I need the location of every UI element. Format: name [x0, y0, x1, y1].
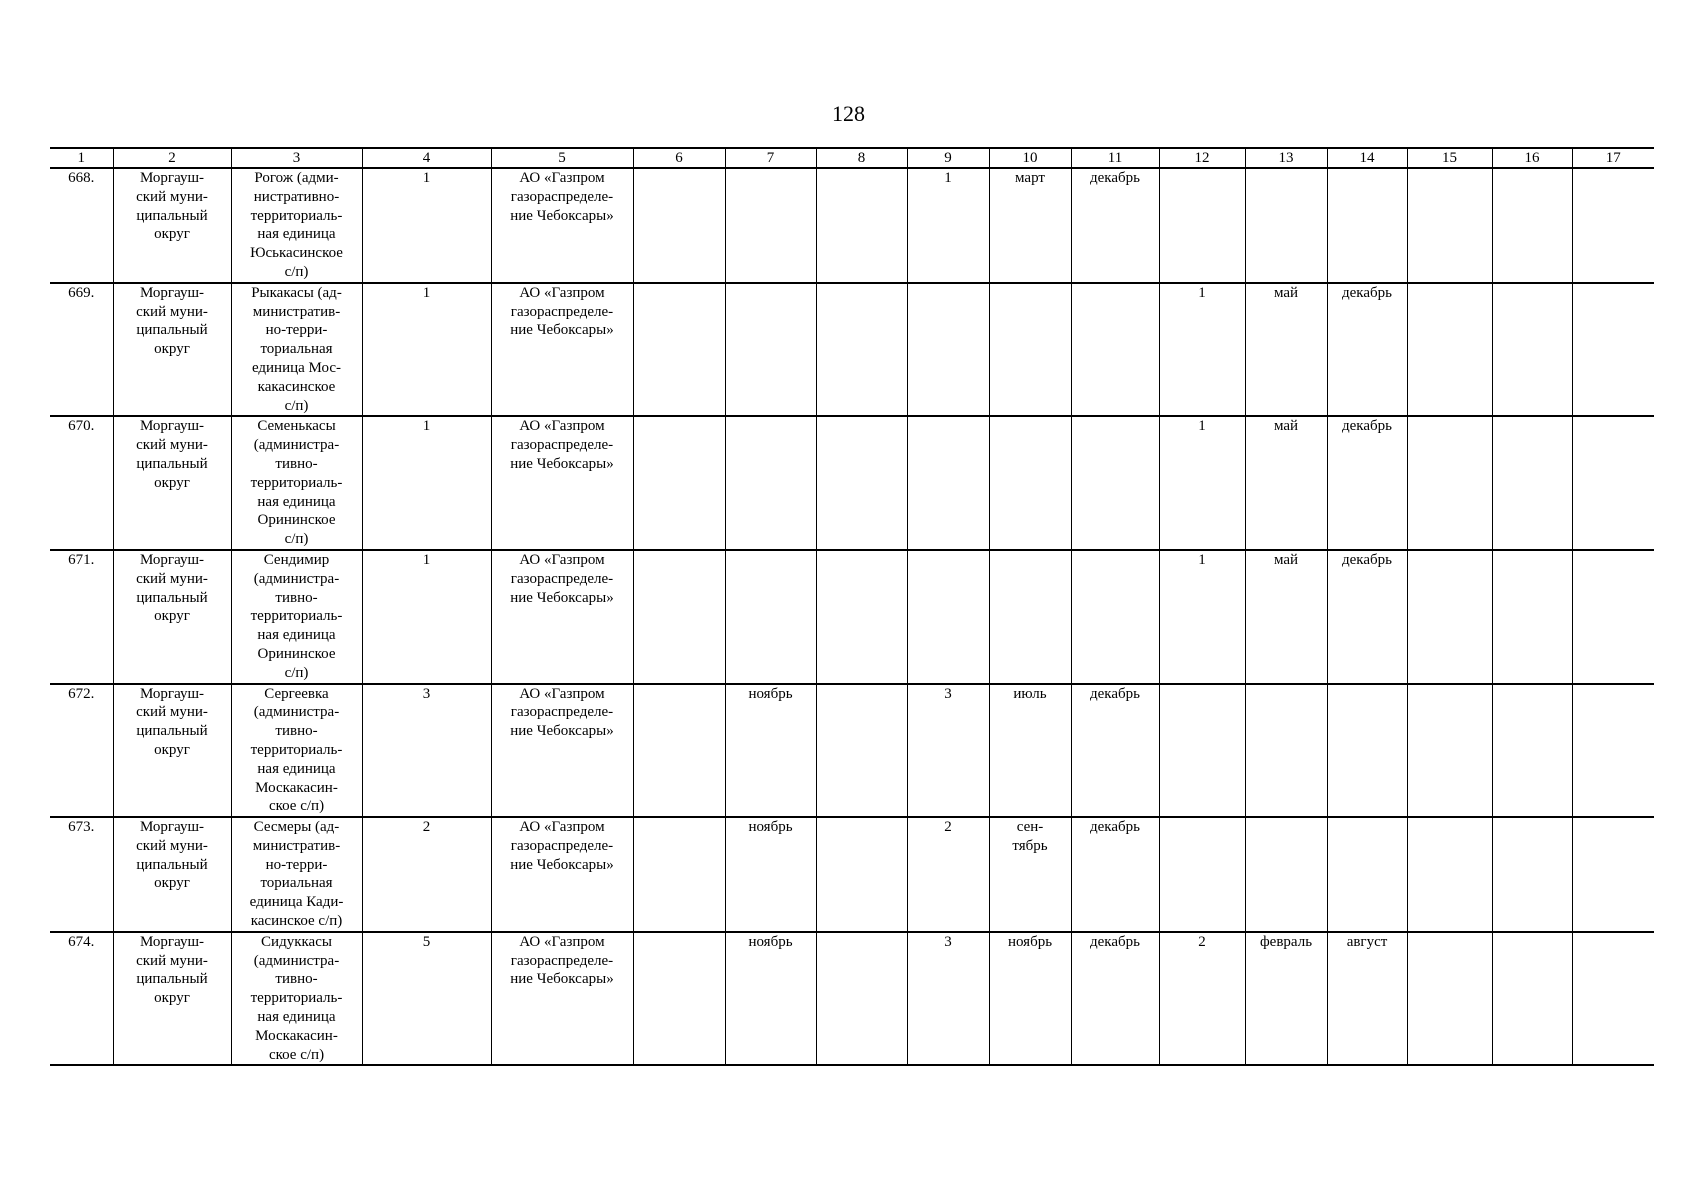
organization-line: АО «Газпром — [519, 418, 605, 435]
column-number: 3 — [231, 148, 362, 168]
col17-cell — [1572, 416, 1654, 550]
row-number-value: 670. — [68, 418, 95, 435]
count-cell — [362, 283, 491, 417]
row-number-cell — [50, 168, 113, 283]
col10-start-month-line: тябрь — [1012, 837, 1048, 854]
settlement-cell — [231, 168, 362, 283]
col14-end-month-value: декабрь — [1342, 418, 1392, 435]
col15-cell — [1407, 550, 1492, 684]
count-cell — [362, 168, 491, 283]
district-line: ский муни- — [136, 437, 208, 454]
column-number: 7 — [725, 148, 816, 168]
row-number-value: 674. — [68, 933, 95, 950]
row-number-cell — [50, 932, 113, 1066]
organization-line: ние Чебоксары» — [510, 207, 614, 224]
settlement-line: территориаль- — [250, 741, 343, 758]
settlement-line: с/п) — [284, 397, 309, 414]
organization-line: АО «Газпром — [519, 819, 605, 836]
col10-start-month-line: март — [1015, 170, 1045, 186]
organization-line: АО «Газпром — [519, 284, 605, 301]
page-number: 128 — [832, 101, 865, 126]
settlement-line: ная единица — [257, 226, 336, 243]
col13-start-month-cell — [1245, 416, 1327, 550]
settlement-line: Сесмеры (ад- — [253, 819, 340, 836]
col14-end-month-cell — [1327, 283, 1407, 417]
organization-line: ние Чебоксары» — [510, 971, 614, 988]
col8-cell — [816, 550, 907, 684]
organization-line: газораспределе- — [510, 570, 614, 587]
col9-count-cell — [907, 416, 989, 550]
col9-count-cell — [907, 684, 989, 818]
row-number-cell — [50, 817, 113, 932]
col15-cell — [1407, 932, 1492, 1066]
col8-cell — [816, 416, 907, 550]
col9-count-cell — [907, 932, 989, 1066]
settlement-line: единица Кади- — [249, 894, 344, 911]
column-number: 17 — [1572, 148, 1654, 168]
col13-start-month-value: май — [1273, 418, 1299, 435]
settlement-line: (администра- — [253, 952, 340, 969]
settlement-line: ториальная — [260, 341, 333, 358]
settlement-line: тивно- — [275, 589, 318, 606]
settlement-line: Рыкакасы (ад- — [251, 284, 342, 301]
col11-end-month-value: декабрь — [1090, 685, 1140, 702]
col14-end-month-cell — [1327, 168, 1407, 283]
settlement-line: но-терри- — [265, 322, 328, 339]
col13-start-month-cell — [1245, 817, 1327, 932]
count-cell — [362, 416, 491, 550]
district-line: ский муни- — [136, 303, 208, 320]
settlement-line: тивно- — [275, 971, 318, 988]
col13-start-month-cell — [1245, 550, 1327, 684]
settlement-line: территориаль- — [250, 474, 343, 491]
count-value: 2 — [422, 819, 431, 836]
column-number: 15 — [1407, 148, 1492, 168]
settlement-line: Сидуккасы — [261, 933, 332, 950]
col14-end-month-cell — [1327, 550, 1407, 684]
district-line: ципальный — [136, 589, 208, 606]
settlement-line: Юськасинское — [250, 245, 343, 262]
count-cell — [362, 932, 491, 1066]
district-cell — [113, 932, 231, 1066]
col8-cell — [816, 932, 907, 1066]
col7-month-cell — [725, 283, 816, 417]
settlement-line: территориаль- — [250, 608, 343, 625]
col14-end-month-value: декабрь — [1342, 551, 1392, 568]
organization-line: АО «Газпром — [519, 170, 605, 186]
district-line: Моргауш- — [139, 170, 205, 186]
column-number: 9 — [907, 148, 989, 168]
row-number-cell — [50, 550, 113, 684]
col12-count-value: 1 — [1198, 284, 1206, 301]
col12-count-cell — [1159, 932, 1245, 1066]
district-line: ципальный — [136, 455, 208, 472]
col11-end-month-value: декабрь — [1090, 933, 1140, 950]
col6-cell — [633, 550, 725, 684]
row-number-cell — [50, 684, 113, 818]
col7-month-cell — [725, 684, 816, 818]
col14-end-month-value: август — [1346, 933, 1388, 950]
organization-line: АО «Газпром — [519, 933, 605, 950]
col12-count-value: 1 — [1198, 418, 1206, 435]
district-line: ципальный — [136, 207, 208, 224]
col10-start-month-line: сен- — [1016, 819, 1044, 836]
col7-month-cell — [725, 817, 816, 932]
col13-start-month-value: май — [1273, 551, 1299, 568]
row-number-cell — [50, 416, 113, 550]
settlement-line: Москакасин- — [255, 1027, 338, 1044]
col11-end-month-cell — [1071, 550, 1159, 684]
district-line: округ — [154, 608, 190, 625]
column-number: 8 — [816, 148, 907, 168]
settlement-line: (администра- — [253, 570, 340, 587]
table-body — [50, 168, 1654, 1065]
col7-month-cell — [725, 168, 816, 283]
organization-line: газораспределе- — [510, 837, 614, 854]
col10-start-month-cell — [989, 168, 1071, 283]
col11-end-month-cell — [1071, 283, 1159, 417]
count-cell — [362, 817, 491, 932]
settlement-line: единица Мос- — [251, 359, 342, 376]
col11-end-month-cell — [1071, 684, 1159, 818]
col6-cell — [633, 416, 725, 550]
data-table — [50, 147, 1654, 1066]
column-number-row — [50, 148, 1654, 168]
organization-cell — [491, 550, 633, 684]
col8-cell — [816, 817, 907, 932]
col11-end-month-cell — [1071, 817, 1159, 932]
col7-month-cell — [725, 416, 816, 550]
settlement-cell — [231, 817, 362, 932]
district-line: округ — [154, 990, 190, 1007]
col10-start-month-cell — [989, 932, 1071, 1066]
table-row — [50, 416, 1654, 550]
district-cell — [113, 684, 231, 818]
district-line: ципальный — [136, 322, 208, 339]
organization-line: газораспределе- — [510, 952, 614, 969]
column-number: 1 — [50, 148, 113, 168]
col9-count-cell — [907, 168, 989, 283]
settlement-line: какасинское — [257, 378, 336, 395]
col16-cell — [1492, 168, 1572, 283]
count-value: 1 — [422, 284, 431, 301]
district-line: ципальный — [136, 971, 208, 988]
count-value: 5 — [422, 933, 431, 950]
organization-cell — [491, 168, 633, 283]
col17-cell — [1572, 684, 1654, 818]
district-line: ский муни- — [136, 952, 208, 969]
col11-end-month-cell — [1071, 932, 1159, 1066]
col13-start-month-cell — [1245, 684, 1327, 818]
district-line: ципальный — [136, 723, 208, 740]
col15-cell — [1407, 416, 1492, 550]
col16-cell — [1492, 550, 1572, 684]
settlement-line: территориаль- — [250, 207, 343, 224]
organization-line: ние Чебоксары» — [510, 322, 614, 339]
count-cell — [362, 684, 491, 818]
settlement-line: с/п) — [284, 263, 309, 280]
district-line: Моргауш- — [139, 685, 205, 702]
settlement-line: Москакасин- — [255, 779, 338, 796]
organization-line: ние Чебоксары» — [510, 589, 614, 606]
col16-cell — [1492, 416, 1572, 550]
table-row — [50, 283, 1654, 417]
district-cell — [113, 283, 231, 417]
settlement-line: Семенькасы — [257, 418, 336, 435]
col7-month-value: ноябрь — [748, 685, 793, 702]
col17-cell — [1572, 817, 1654, 932]
row-number-value: 669. — [68, 284, 95, 301]
table-row — [50, 168, 1654, 283]
col11-end-month-value: декабрь — [1090, 170, 1140, 186]
district-cell — [113, 817, 231, 932]
table-row — [50, 550, 1654, 684]
col14-end-month-cell — [1327, 416, 1407, 550]
settlement-line: ная единица — [257, 760, 336, 777]
settlement-line: но-терри- — [265, 856, 328, 873]
col14-end-month-cell — [1327, 932, 1407, 1066]
row-number-cell — [50, 283, 113, 417]
settlement-line: министратив- — [252, 837, 341, 854]
col16-cell — [1492, 684, 1572, 818]
col13-start-month-value: май — [1273, 284, 1299, 301]
col9-count-cell — [907, 817, 989, 932]
col15-cell — [1407, 817, 1492, 932]
col15-cell — [1407, 684, 1492, 818]
col14-end-month-cell — [1327, 817, 1407, 932]
district-line: округ — [154, 474, 190, 491]
col15-cell — [1407, 168, 1492, 283]
organization-line: АО «Газпром — [519, 685, 605, 702]
col17-cell — [1572, 932, 1654, 1066]
settlement-line: (администра- — [253, 704, 340, 721]
count-value: 3 — [422, 685, 431, 702]
col12-count-cell — [1159, 817, 1245, 932]
organization-cell — [491, 416, 633, 550]
col9-count-cell — [907, 550, 989, 684]
count-value: 1 — [422, 170, 431, 186]
district-line: ципальный — [136, 856, 208, 873]
table-row — [50, 817, 1654, 932]
col9-count-value: 3 — [944, 685, 952, 702]
col10-start-month-line: ноябрь — [1007, 933, 1053, 950]
col13-start-month-value: февраль — [1259, 933, 1313, 950]
col12-count-cell — [1159, 416, 1245, 550]
col14-end-month-value: декабрь — [1342, 284, 1392, 301]
col9-count-value: 2 — [944, 819, 952, 836]
col10-start-month-line: июль — [1013, 685, 1047, 702]
settlement-line: нистративно- — [253, 188, 340, 205]
column-number: 13 — [1245, 148, 1327, 168]
settlement-cell — [231, 550, 362, 684]
column-number: 11 — [1071, 148, 1159, 168]
col6-cell — [633, 168, 725, 283]
settlement-line: ная единица — [257, 1009, 336, 1026]
settlement-line: (администра- — [253, 437, 340, 454]
organization-line: газораспределе- — [510, 303, 614, 320]
col12-count-cell — [1159, 550, 1245, 684]
district-line: Моргауш- — [139, 933, 205, 950]
col7-month-value: ноябрь — [748, 819, 793, 836]
col6-cell — [633, 283, 725, 417]
col9-count-value: 1 — [944, 170, 952, 186]
district-cell — [113, 416, 231, 550]
district-line: округ — [154, 741, 190, 758]
col12-count-value: 2 — [1198, 933, 1206, 950]
organization-cell — [491, 684, 633, 818]
district-line: округ — [154, 875, 190, 892]
col15-cell — [1407, 283, 1492, 417]
district-line: Моргауш- — [139, 418, 205, 435]
col12-count-cell — [1159, 168, 1245, 283]
count-cell — [362, 550, 491, 684]
settlement-line: Орининское — [257, 512, 336, 529]
col6-cell — [633, 932, 725, 1066]
settlement-line: ная единица — [257, 627, 336, 644]
table-row — [50, 932, 1654, 1066]
col17-cell — [1572, 168, 1654, 283]
col17-cell — [1572, 283, 1654, 417]
column-number: 16 — [1492, 148, 1572, 168]
col10-start-month-cell — [989, 684, 1071, 818]
row-number-value: 671. — [68, 551, 95, 568]
settlement-line: касинское с/п) — [250, 913, 343, 930]
settlement-cell — [231, 416, 362, 550]
col7-month-cell — [725, 932, 816, 1066]
col7-month-value: ноябрь — [748, 933, 793, 950]
col10-start-month-cell — [989, 550, 1071, 684]
organization-line: газораспределе- — [510, 704, 614, 721]
col6-cell — [633, 684, 725, 818]
col8-cell — [816, 168, 907, 283]
settlement-line: ское с/п) — [268, 1046, 325, 1063]
district-cell — [113, 168, 231, 283]
organization-line: газораспределе- — [510, 188, 614, 205]
col11-end-month-cell — [1071, 416, 1159, 550]
organization-line: АО «Газпром — [519, 551, 605, 568]
settlement-line: Сергеевка — [264, 685, 329, 702]
column-number: 14 — [1327, 148, 1407, 168]
count-value: 1 — [422, 418, 431, 435]
settlement-line: ское с/п) — [268, 798, 325, 815]
settlement-cell — [231, 932, 362, 1066]
column-number: 6 — [633, 148, 725, 168]
col13-start-month-cell — [1245, 283, 1327, 417]
district-line: округ — [154, 226, 190, 243]
col12-count-value: 1 — [1198, 551, 1206, 568]
col11-end-month-cell — [1071, 168, 1159, 283]
col8-cell — [816, 283, 907, 417]
col13-start-month-cell — [1245, 168, 1327, 283]
district-line: ский муни- — [136, 188, 208, 205]
col10-start-month-cell — [989, 283, 1071, 417]
col7-month-cell — [725, 550, 816, 684]
col9-count-cell — [907, 283, 989, 417]
row-number-value: 672. — [68, 685, 95, 702]
row-number-value: 668. — [68, 170, 95, 186]
organization-line: газораспределе- — [510, 437, 614, 454]
col9-count-value: 3 — [944, 933, 952, 950]
col10-start-month-cell — [989, 416, 1071, 550]
district-line: ский муни- — [136, 704, 208, 721]
organization-cell — [491, 817, 633, 932]
district-line: ский муни- — [136, 837, 208, 854]
column-number: 2 — [113, 148, 231, 168]
col6-cell — [633, 817, 725, 932]
district-line: ский муни- — [136, 570, 208, 587]
settlement-line: территориаль- — [250, 990, 343, 1007]
settlement-line: тивно- — [275, 455, 318, 472]
column-number: 5 — [491, 148, 633, 168]
settlement-line: с/п) — [284, 531, 309, 548]
settlement-cell — [231, 684, 362, 818]
settlement-line: с/п) — [284, 664, 309, 681]
organization-line: ние Чебоксары» — [510, 723, 614, 740]
settlement-line: тивно- — [275, 723, 318, 740]
settlement-line: ная единица — [257, 493, 336, 510]
district-line: округ — [154, 341, 190, 358]
organization-line: ние Чебоксары» — [510, 856, 614, 873]
row-number-value: 673. — [68, 819, 95, 836]
settlement-line: Сендимир — [263, 551, 330, 568]
col12-count-cell — [1159, 684, 1245, 818]
district-line: Моргауш- — [139, 284, 205, 301]
organization-line: ние Чебоксары» — [510, 455, 614, 472]
col11-end-month-value: декабрь — [1090, 819, 1140, 836]
col8-cell — [816, 684, 907, 818]
settlement-line: Рогож (адми- — [254, 170, 339, 186]
col13-start-month-cell — [1245, 932, 1327, 1066]
column-number: 12 — [1159, 148, 1245, 168]
district-line: Моргауш- — [139, 819, 205, 836]
column-number: 10 — [989, 148, 1071, 168]
col16-cell — [1492, 817, 1572, 932]
district-cell — [113, 550, 231, 684]
count-value: 1 — [422, 551, 431, 568]
col16-cell — [1492, 283, 1572, 417]
settlement-cell — [231, 283, 362, 417]
organization-cell — [491, 932, 633, 1066]
settlement-line: ториальная — [260, 875, 333, 892]
col17-cell — [1572, 550, 1654, 684]
col16-cell — [1492, 932, 1572, 1066]
table-row — [50, 684, 1654, 818]
organization-cell — [491, 283, 633, 417]
settlement-line: министратив- — [252, 303, 341, 320]
district-line: Моргауш- — [139, 551, 205, 568]
settlement-line: Орининское — [257, 645, 336, 662]
column-number: 4 — [362, 148, 491, 168]
col12-count-cell — [1159, 283, 1245, 417]
col14-end-month-cell — [1327, 684, 1407, 818]
col10-start-month-cell — [989, 817, 1071, 932]
